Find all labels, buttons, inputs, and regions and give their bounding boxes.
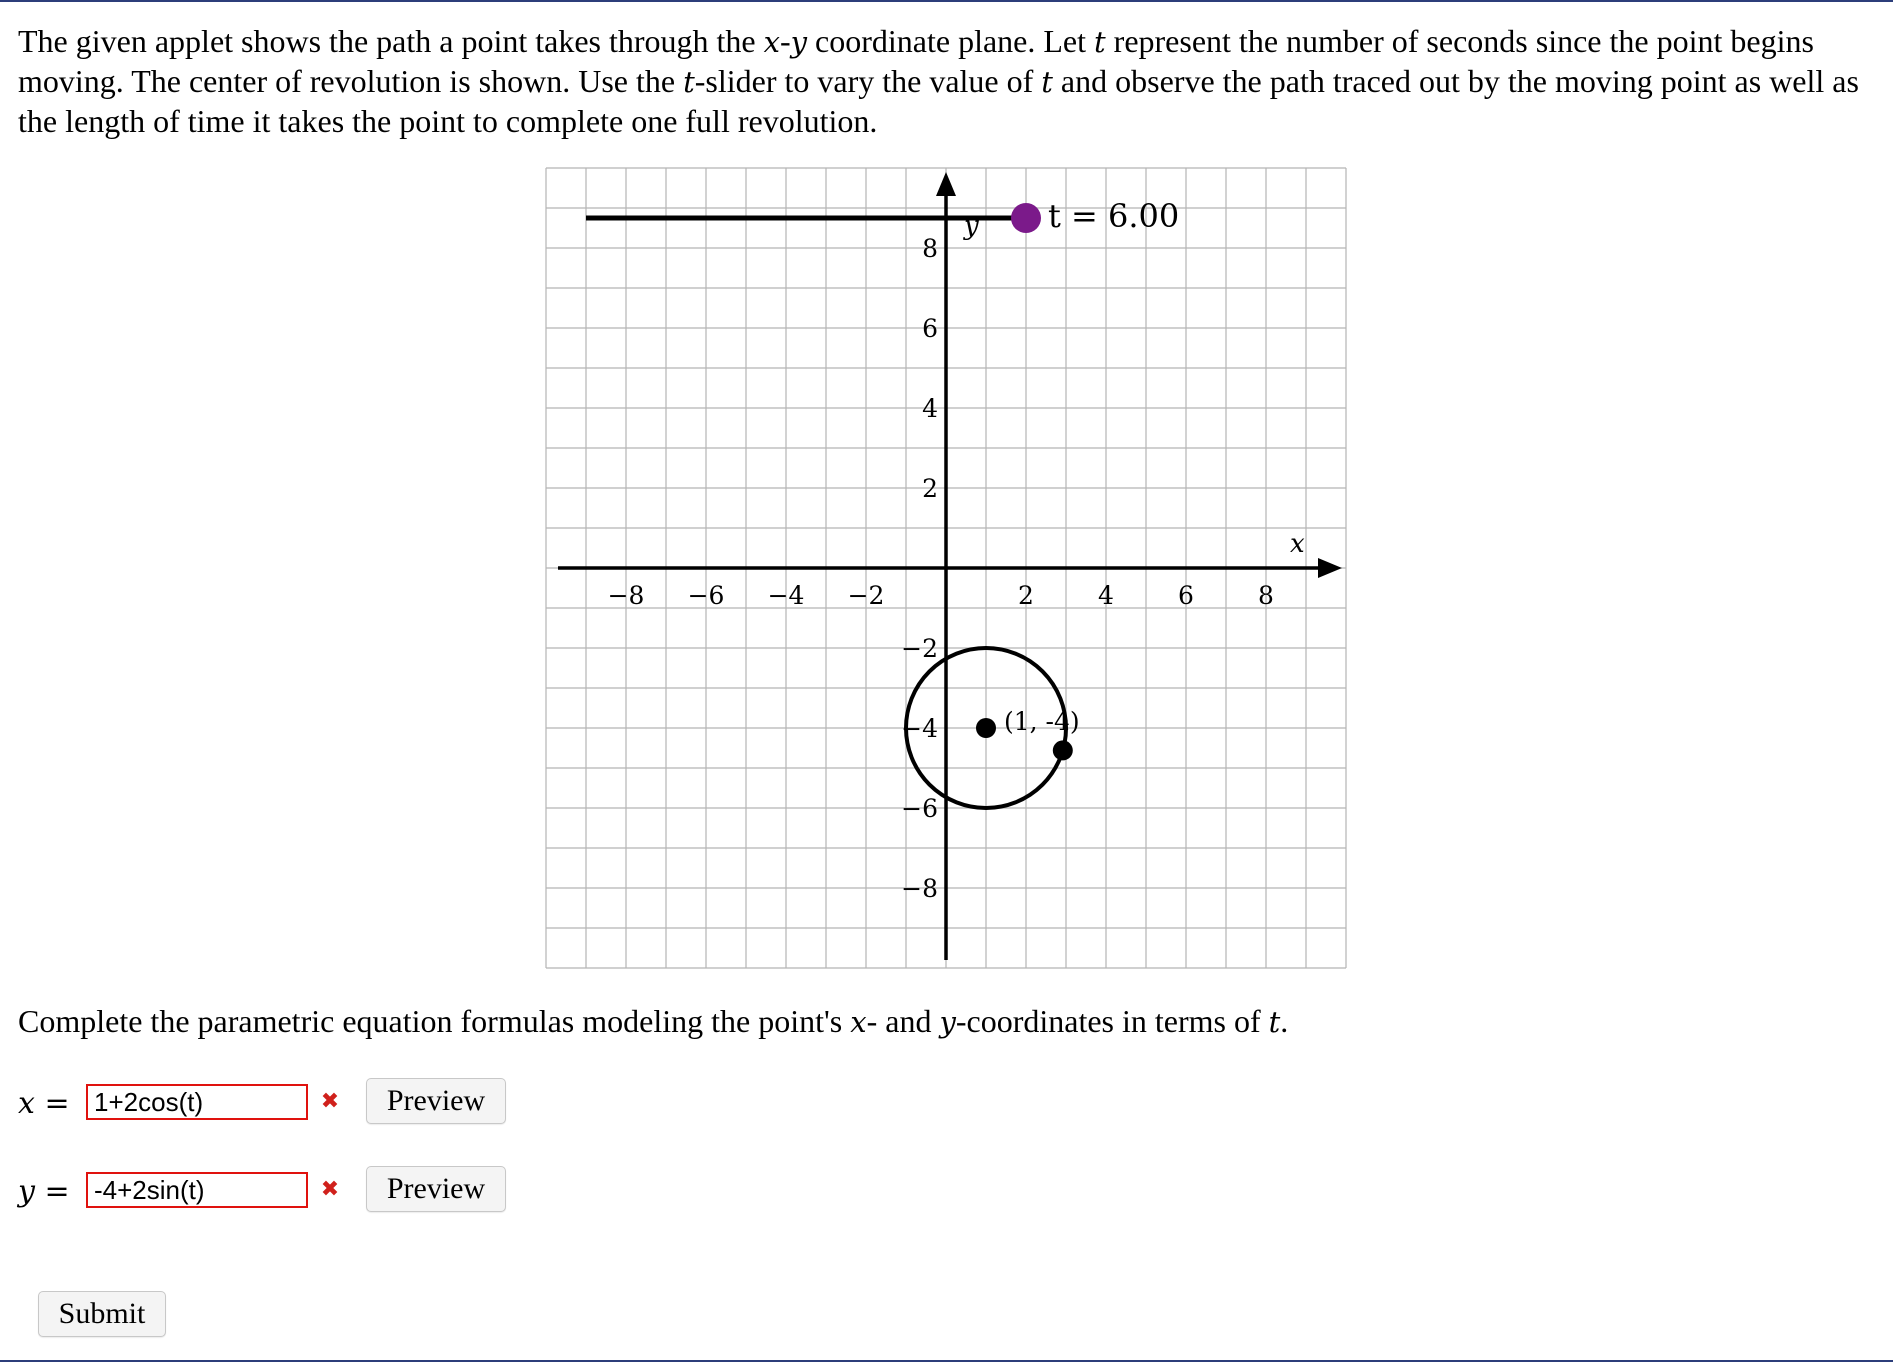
question-prompt: Complete the parametric equation formulas modeling the point's x- and y-coordinates in terms of t.: [18, 1003, 1289, 1039]
bottom-divider: [0, 1360, 1893, 1362]
x-preview-button[interactable]: Preview: [366, 1078, 506, 1124]
x-tick-label: −8: [607, 581, 645, 610]
t-slider-handle[interactable]: [1011, 203, 1041, 233]
y-tick-label: −8: [901, 874, 938, 903]
x-axis-label: x: [1290, 529, 1305, 559]
x-tick-label: 6: [1178, 581, 1194, 610]
var-t: t: [1268, 1005, 1281, 1039]
incorrect-icon: ✖: [320, 1177, 340, 1202]
y-equation-label: y =: [18, 1174, 70, 1209]
var-x: x: [763, 25, 780, 59]
var-t: t: [1041, 65, 1053, 99]
var-t: t: [1094, 25, 1106, 59]
x-equation-label: x =: [18, 1086, 70, 1121]
y-tick-label: 2: [922, 474, 938, 503]
var-x: x: [850, 1005, 867, 1039]
coordinate-plane[interactable]: [544, 166, 1348, 970]
y-preview-button[interactable]: Preview: [366, 1166, 506, 1212]
center-point: [976, 718, 996, 738]
center-point-label: (1, -4): [1004, 707, 1080, 736]
top-divider: [0, 0, 1893, 2]
problem-statement: The given applet shows the path a point takes through the x-y coordinate plane. Let t represent the number of seconds since the point begins moving. The center of revolution is shown. Use the t-slider to vary the value of t and observe the path traced out by the moving point as well as the length of time it takes the point to complete one full revolution.: [18, 23, 1859, 139]
y-tick-label: −6: [901, 794, 938, 823]
x-tick-label: −6: [687, 581, 725, 610]
x-tick-label: 4: [1098, 581, 1114, 610]
t-slider-value-label: t = 6.00: [1048, 197, 1180, 235]
x-tick-label: 8: [1258, 581, 1274, 610]
y-tick-label: −2: [901, 634, 938, 663]
moving-point[interactable]: [1053, 740, 1073, 760]
axes: [558, 172, 1342, 960]
y-tick-label: 6: [922, 314, 938, 343]
var-t: t: [683, 65, 695, 99]
incorrect-icon: ✖: [320, 1089, 340, 1114]
x-answer-input[interactable]: [86, 1084, 308, 1120]
var-y: y: [939, 1005, 956, 1039]
x-axis-arrow: [1318, 558, 1342, 578]
y-tick-label: 8: [922, 234, 938, 263]
x-tick-label: −4: [767, 581, 805, 610]
graph-applet[interactable]: [544, 166, 1348, 970]
y-axis-arrow: [936, 172, 956, 196]
y-axis-label: y: [964, 211, 979, 241]
y-tick-label: 4: [922, 394, 938, 423]
y-answer-input[interactable]: [86, 1172, 308, 1208]
x-tick-label: 2: [1018, 581, 1034, 610]
y-tick-label: −4: [901, 714, 938, 743]
var-y: y: [790, 25, 808, 59]
submit-button[interactable]: Submit: [38, 1291, 166, 1337]
x-tick-label: −2: [847, 581, 885, 610]
